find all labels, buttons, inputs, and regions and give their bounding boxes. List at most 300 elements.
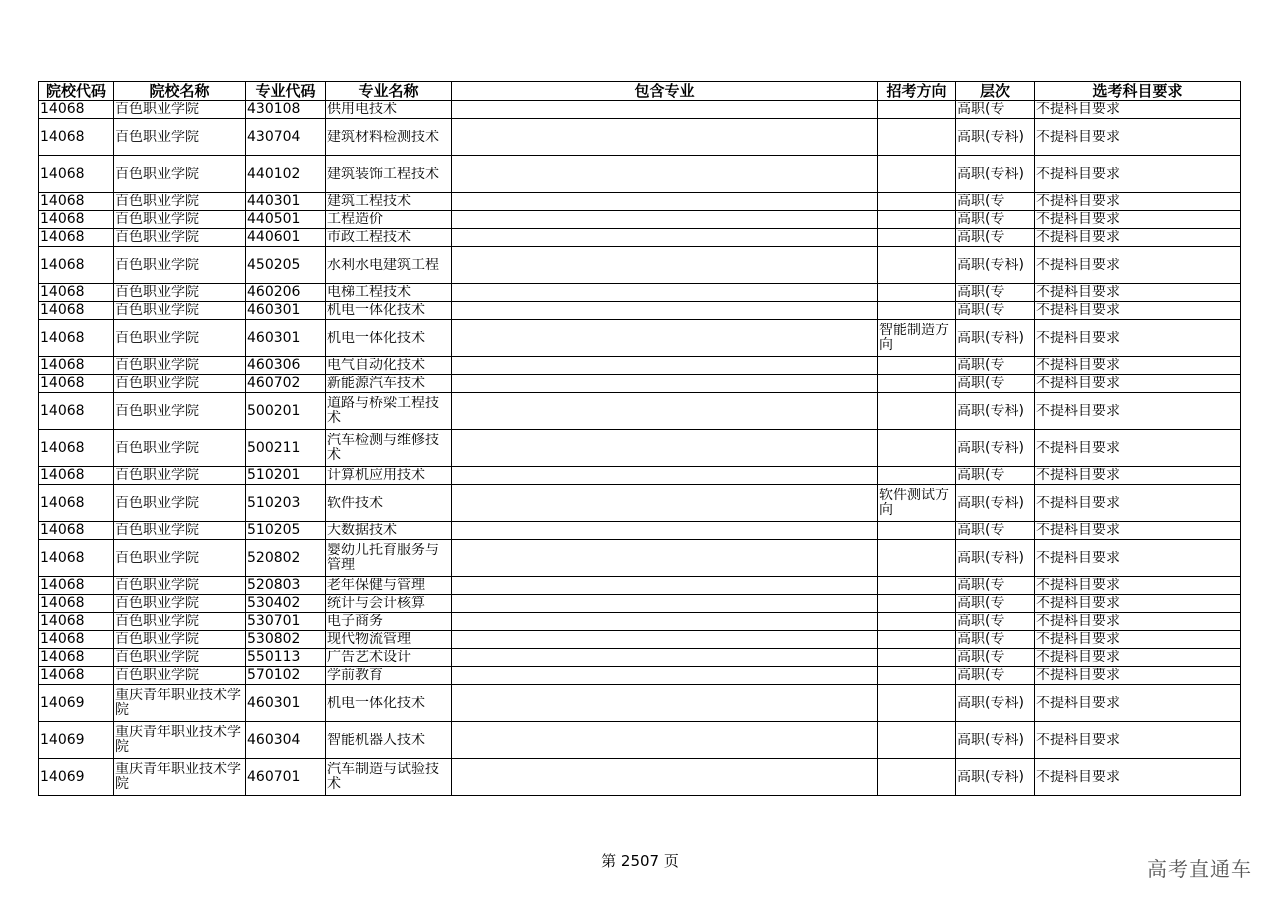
subject-requirement-cell (1035, 613, 1241, 631)
school-code-cell-text: 14069 (40, 695, 85, 711)
level-cell-text: 高职(专科) (957, 695, 1024, 711)
included-majors-cell (452, 759, 878, 796)
school-name-cell-text: 百色职业学院 (115, 632, 199, 647)
table-row (39, 284, 1241, 302)
major-name-cell (326, 759, 452, 796)
direction-cell (878, 393, 956, 430)
level-cell-text: 高职(专 (957, 614, 1005, 629)
school-name-cell (114, 522, 246, 540)
school-code-cell-text: 14068 (40, 358, 85, 373)
school-code-cell (39, 430, 114, 467)
level-cell-text: 高职(专科) (957, 769, 1024, 785)
level-cell (956, 522, 1035, 540)
direction-cell (878, 247, 956, 284)
major-code-cell-text: 460301 (247, 330, 301, 346)
major-name-cell (326, 430, 452, 467)
school-name-cell (114, 577, 246, 595)
table-row (39, 211, 1241, 229)
subject-requirement-cell (1035, 430, 1241, 467)
school-code-cell (39, 759, 114, 796)
level-cell (956, 375, 1035, 393)
table-row (39, 101, 1241, 119)
level-cell (956, 393, 1035, 430)
major-code-cell-text: 460301 (247, 695, 301, 711)
subject-requirement-cell (1035, 485, 1241, 522)
direction-cell-text: 软件测试方向 (879, 488, 949, 518)
major-code-cell-text: 520803 (247, 578, 301, 593)
subject-requirement-cell-text: 不提科目要求 (1036, 614, 1120, 629)
level-cell (956, 759, 1035, 796)
subject-requirement-cell (1035, 320, 1241, 357)
school-code-cell-text: 14068 (40, 403, 85, 419)
level-cell-text: 高职(专 (957, 212, 1005, 227)
school-name-cell (114, 101, 246, 119)
level-cell (956, 595, 1035, 613)
major-name-cell (326, 485, 452, 522)
school-name-cell (114, 284, 246, 302)
table-row (39, 247, 1241, 284)
major-code-cell-text: 440102 (247, 166, 301, 182)
direction-cell (878, 722, 956, 759)
level-cell-text: 高职(专科) (957, 129, 1024, 145)
school-name-cell (114, 211, 246, 229)
table-row (39, 540, 1241, 577)
school-name-cell-text: 百色职业学院 (115, 358, 199, 373)
direction-cell (878, 595, 956, 613)
major-code-cell-text: 500201 (247, 403, 301, 419)
major-name-cell-text: 建筑工程技术 (327, 194, 411, 209)
school-name-cell-text: 百色职业学院 (115, 614, 199, 629)
major-code-cell-text: 520802 (247, 550, 301, 566)
level-cell-text: 高职(专科) (957, 166, 1024, 182)
major-name-cell (326, 613, 452, 631)
included-majors-cell (452, 595, 878, 613)
major-name-cell-text: 建筑装饰工程技术 (327, 166, 439, 182)
major-code-cell-text: 460701 (247, 769, 301, 785)
major-name-cell (326, 101, 452, 119)
school-code-cell (39, 595, 114, 613)
major-code-cell (246, 375, 326, 393)
level-cell (956, 320, 1035, 357)
level-cell-text: 高职(专 (957, 358, 1005, 373)
level-cell (956, 685, 1035, 722)
subject-requirement-cell-text: 不提科目要求 (1036, 650, 1120, 665)
subject-requirement-cell-text: 不提科目要求 (1036, 376, 1120, 391)
major-code-cell (246, 577, 326, 595)
school-name-cell (114, 631, 246, 649)
included-majors-cell (452, 540, 878, 577)
school-name-cell-text: 百色职业学院 (115, 166, 199, 182)
school-name-cell-text: 百色职业学院 (115, 330, 199, 346)
major-code-cell (246, 667, 326, 685)
page-number: 第 2507 页 (601, 852, 679, 870)
included-majors-cell (452, 320, 878, 357)
subject-requirement-cell-text: 不提科目要求 (1036, 695, 1120, 711)
school-code-cell (39, 667, 114, 685)
major-code-cell (246, 229, 326, 247)
major-name-cell (326, 320, 452, 357)
school-code-cell-text: 14068 (40, 468, 85, 483)
school-name-cell-text: 百色职业学院 (115, 403, 199, 419)
major-code-cell-text: 460304 (247, 732, 301, 748)
school-code-cell (39, 375, 114, 393)
direction-cell (878, 540, 956, 577)
level-cell-text: 高职(专 (957, 303, 1005, 318)
school-code-cell-text: 14068 (40, 495, 85, 511)
included-majors-cell (452, 211, 878, 229)
table-row (39, 430, 1241, 467)
school-code-cell-text: 14069 (40, 732, 85, 748)
major-name-cell-text: 电梯工程技术 (327, 285, 411, 300)
school-code-cell (39, 211, 114, 229)
major-name-cell-text: 广告艺术设计 (327, 650, 411, 665)
subject-requirement-cell (1035, 119, 1241, 156)
subject-requirement-cell (1035, 375, 1241, 393)
school-code-cell (39, 540, 114, 577)
school-code-cell-text: 14068 (40, 632, 85, 647)
major-code-cell-text: 460301 (247, 303, 301, 318)
major-name-cell-text: 新能源汽车技术 (327, 376, 425, 391)
direction-cell (878, 156, 956, 193)
school-code-cell (39, 467, 114, 485)
major-code-cell (246, 393, 326, 430)
school-name-cell (114, 722, 246, 759)
school-name-cell (114, 247, 246, 284)
level-cell-text: 高职(专科) (957, 550, 1024, 566)
level-cell-text: 高职(专 (957, 632, 1005, 647)
school-code-cell-text: 14068 (40, 578, 85, 593)
major-code-cell (246, 759, 326, 796)
table-row (39, 649, 1241, 667)
level-cell (956, 467, 1035, 485)
level-cell (956, 229, 1035, 247)
school-name-cell-text: 百色职业学院 (115, 550, 199, 566)
table-header-row (39, 82, 1241, 101)
subject-requirement-cell (1035, 595, 1241, 613)
major-code-cell (246, 522, 326, 540)
school-code-cell (39, 119, 114, 156)
school-code-cell-text: 14068 (40, 230, 85, 245)
included-majors-cell (452, 667, 878, 685)
level-cell (956, 667, 1035, 685)
included-majors-cell (452, 522, 878, 540)
subject-requirement-cell-text: 不提科目要求 (1036, 285, 1120, 300)
school-name-cell (114, 467, 246, 485)
subject-requirement-cell (1035, 156, 1241, 193)
school-name-cell (114, 595, 246, 613)
included-majors-cell (452, 193, 878, 211)
school-code-cell-text: 14068 (40, 440, 85, 456)
level-cell-text: 高职(专 (957, 102, 1005, 117)
school-code-cell (39, 613, 114, 631)
major-name-cell-text: 现代物流管理 (327, 632, 411, 647)
major-name-cell-text: 道路与桥梁工程技术 (327, 396, 439, 426)
school-code-cell (39, 156, 114, 193)
school-code-cell-text: 14068 (40, 650, 85, 665)
direction-cell (878, 685, 956, 722)
direction-cell (878, 613, 956, 631)
header-direction: 招考方向 (878, 82, 956, 101)
direction-cell (878, 302, 956, 320)
level-cell-text: 高职(专 (957, 668, 1005, 683)
direction-cell (878, 430, 956, 467)
subject-requirement-cell (1035, 393, 1241, 430)
direction-cell (878, 101, 956, 119)
school-name-cell-text: 百色职业学院 (115, 212, 199, 227)
major-code-cell (246, 430, 326, 467)
school-name-cell (114, 759, 246, 796)
school-code-cell-text: 14068 (40, 257, 85, 273)
table-row (39, 320, 1241, 357)
school-code-cell (39, 229, 114, 247)
subject-requirement-cell-text: 不提科目要求 (1036, 129, 1120, 145)
major-name-cell (326, 393, 452, 430)
major-name-cell (326, 649, 452, 667)
level-cell (956, 101, 1035, 119)
school-name-cell-text: 百色职业学院 (115, 129, 199, 145)
table-row (39, 375, 1241, 393)
major-code-cell (246, 284, 326, 302)
major-name-cell-text: 供用电技术 (327, 102, 397, 117)
subject-requirement-cell-text: 不提科目要求 (1036, 166, 1120, 182)
major-name-cell (326, 667, 452, 685)
school-code-cell-text: 14068 (40, 102, 85, 117)
subject-requirement-cell (1035, 667, 1241, 685)
school-name-cell-text: 重庆青年职业技术学院 (115, 725, 241, 755)
included-majors-cell (452, 649, 878, 667)
school-name-cell-text: 重庆青年职业技术学院 (115, 762, 241, 792)
header-major-name: 专业名称 (326, 82, 452, 101)
subject-requirement-cell (1035, 685, 1241, 722)
subject-requirement-cell (1035, 284, 1241, 302)
table-row (39, 685, 1241, 722)
school-name-cell (114, 485, 246, 522)
school-name-cell (114, 540, 246, 577)
table-row (39, 467, 1241, 485)
subject-requirement-cell-text: 不提科目要求 (1036, 358, 1120, 373)
included-majors-cell (452, 613, 878, 631)
school-code-cell-text: 14068 (40, 668, 85, 683)
subject-requirement-cell-text: 不提科目要求 (1036, 632, 1120, 647)
major-name-cell (326, 540, 452, 577)
subject-requirement-cell-text: 不提科目要求 (1036, 596, 1120, 611)
major-code-cell (246, 302, 326, 320)
major-name-cell (326, 302, 452, 320)
level-cell-text: 高职(专 (957, 523, 1005, 538)
school-code-cell (39, 393, 114, 430)
included-majors-cell (452, 101, 878, 119)
major-name-cell (326, 156, 452, 193)
header-school-code: 院校代码 (39, 82, 114, 101)
included-majors-cell (452, 284, 878, 302)
major-code-cell-text: 460306 (247, 358, 301, 373)
major-name-cell (326, 119, 452, 156)
subject-requirement-cell (1035, 211, 1241, 229)
header-major-code: 专业代码 (246, 82, 326, 101)
level-cell (956, 540, 1035, 577)
subject-requirement-cell (1035, 540, 1241, 577)
direction-cell (878, 631, 956, 649)
subject-requirement-cell (1035, 229, 1241, 247)
direction-cell (878, 667, 956, 685)
subject-requirement-cell (1035, 302, 1241, 320)
included-majors-cell (452, 229, 878, 247)
subject-requirement-cell-text: 不提科目要求 (1036, 578, 1120, 593)
major-code-cell (246, 649, 326, 667)
major-name-cell (326, 357, 452, 375)
school-name-cell-text: 百色职业学院 (115, 230, 199, 245)
direction-cell (878, 284, 956, 302)
school-name-cell (114, 229, 246, 247)
school-code-cell-text: 14068 (40, 330, 85, 346)
level-cell-text: 高职(专科) (957, 257, 1024, 273)
major-name-cell-text: 软件技术 (327, 495, 383, 511)
major-code-cell-text: 510201 (247, 468, 301, 483)
subject-requirement-cell-text: 不提科目要求 (1036, 769, 1120, 785)
major-code-cell (246, 320, 326, 357)
watermark: 高考直通车 (1147, 857, 1252, 881)
major-code-cell-text: 500211 (247, 440, 301, 456)
school-name-cell-text: 百色职业学院 (115, 578, 199, 593)
level-cell (956, 577, 1035, 595)
direction-cell (878, 229, 956, 247)
level-cell (956, 247, 1035, 284)
school-name-cell (114, 320, 246, 357)
subject-requirement-cell (1035, 577, 1241, 595)
major-name-cell-text: 市政工程技术 (327, 230, 411, 245)
subject-requirement-cell-text: 不提科目要求 (1036, 523, 1120, 538)
major-code-cell (246, 247, 326, 284)
subject-requirement-cell (1035, 631, 1241, 649)
school-name-cell-text: 百色职业学院 (115, 257, 199, 273)
direction-cell (878, 577, 956, 595)
included-majors-cell (452, 156, 878, 193)
direction-cell (878, 759, 956, 796)
major-code-cell-text: 440601 (247, 230, 301, 245)
admissions-table (38, 81, 1241, 796)
subject-requirement-cell-text: 不提科目要求 (1036, 230, 1120, 245)
direction-cell (878, 375, 956, 393)
table-row (39, 393, 1241, 430)
school-code-cell (39, 522, 114, 540)
subject-requirement-cell-text: 不提科目要求 (1036, 495, 1120, 511)
school-name-cell-text: 百色职业学院 (115, 194, 199, 209)
direction-cell (878, 193, 956, 211)
major-name-cell-text: 统计与会计核算 (327, 596, 425, 611)
major-code-cell (246, 540, 326, 577)
major-name-cell (326, 522, 452, 540)
level-cell (956, 631, 1035, 649)
subject-requirement-cell-text: 不提科目要求 (1036, 212, 1120, 227)
major-code-cell-text: 430108 (247, 102, 301, 117)
included-majors-cell (452, 357, 878, 375)
table-row (39, 193, 1241, 211)
level-cell-text: 高职(专 (957, 596, 1005, 611)
subject-requirement-cell-text: 不提科目要求 (1036, 403, 1120, 419)
school-code-cell-text: 14068 (40, 523, 85, 538)
subject-requirement-cell-text: 不提科目要求 (1036, 550, 1120, 566)
major-code-cell (246, 119, 326, 156)
school-name-cell-text: 百色职业学院 (115, 440, 199, 456)
major-name-cell-text: 机电一体化技术 (327, 330, 425, 346)
school-code-cell (39, 577, 114, 595)
major-name-cell-text: 计算机应用技术 (327, 468, 425, 483)
school-code-cell (39, 320, 114, 357)
major-name-cell-text: 学前教育 (327, 668, 383, 683)
table-row (39, 759, 1241, 796)
direction-cell (878, 320, 956, 357)
level-cell (956, 357, 1035, 375)
school-code-cell (39, 649, 114, 667)
header-school-name: 院校名称 (114, 82, 246, 101)
school-name-cell-text: 百色职业学院 (115, 523, 199, 538)
header-level: 层次 (956, 82, 1035, 101)
school-code-cell-text: 14068 (40, 129, 85, 145)
level-cell (956, 211, 1035, 229)
major-name-cell-text: 水利水电建筑工程 (327, 257, 439, 273)
direction-cell (878, 522, 956, 540)
subject-requirement-cell-text: 不提科目要求 (1036, 440, 1120, 456)
level-cell (956, 649, 1035, 667)
major-name-cell-text: 机电一体化技术 (327, 695, 425, 711)
major-code-cell (246, 631, 326, 649)
table-row (39, 667, 1241, 685)
school-name-cell-text: 重庆青年职业技术学院 (115, 688, 241, 718)
subject-requirement-cell (1035, 193, 1241, 211)
major-name-cell-text: 建筑材料检测技术 (327, 129, 439, 145)
level-cell-text: 高职(专 (957, 650, 1005, 665)
school-code-cell (39, 193, 114, 211)
school-name-cell (114, 193, 246, 211)
table-row (39, 156, 1241, 193)
table-row (39, 229, 1241, 247)
major-name-cell (326, 247, 452, 284)
level-cell (956, 302, 1035, 320)
school-code-cell (39, 357, 114, 375)
major-code-cell-text: 430704 (247, 129, 301, 145)
major-name-cell-text: 智能机器人技术 (327, 732, 425, 748)
school-code-cell-text: 14068 (40, 614, 85, 629)
school-code-cell-text: 14069 (40, 769, 85, 785)
school-name-cell (114, 119, 246, 156)
level-cell (956, 156, 1035, 193)
school-code-cell-text: 14068 (40, 212, 85, 227)
school-name-cell (114, 649, 246, 667)
school-name-cell (114, 302, 246, 320)
level-cell-text: 高职(专科) (957, 440, 1024, 456)
school-name-cell (114, 393, 246, 430)
level-cell-text: 高职(专科) (957, 495, 1024, 511)
major-name-cell (326, 595, 452, 613)
table-row (39, 595, 1241, 613)
major-code-cell-text: 530402 (247, 596, 301, 611)
direction-cell-text: 智能制造方向 (879, 323, 949, 353)
subject-requirement-cell-text: 不提科目要求 (1036, 102, 1120, 117)
major-code-cell-text: 510203 (247, 495, 301, 511)
header-included-majors: 包含专业 (452, 82, 878, 101)
major-code-cell-text: 450205 (247, 257, 301, 273)
major-name-cell (326, 284, 452, 302)
school-name-cell (114, 156, 246, 193)
major-name-cell-text: 电气自动化技术 (327, 358, 425, 373)
school-code-cell-text: 14068 (40, 550, 85, 566)
major-name-cell (326, 229, 452, 247)
subject-requirement-cell (1035, 357, 1241, 375)
school-name-cell-text: 百色职业学院 (115, 650, 199, 665)
major-name-cell (326, 577, 452, 595)
school-code-cell-text: 14068 (40, 303, 85, 318)
school-name-cell (114, 375, 246, 393)
